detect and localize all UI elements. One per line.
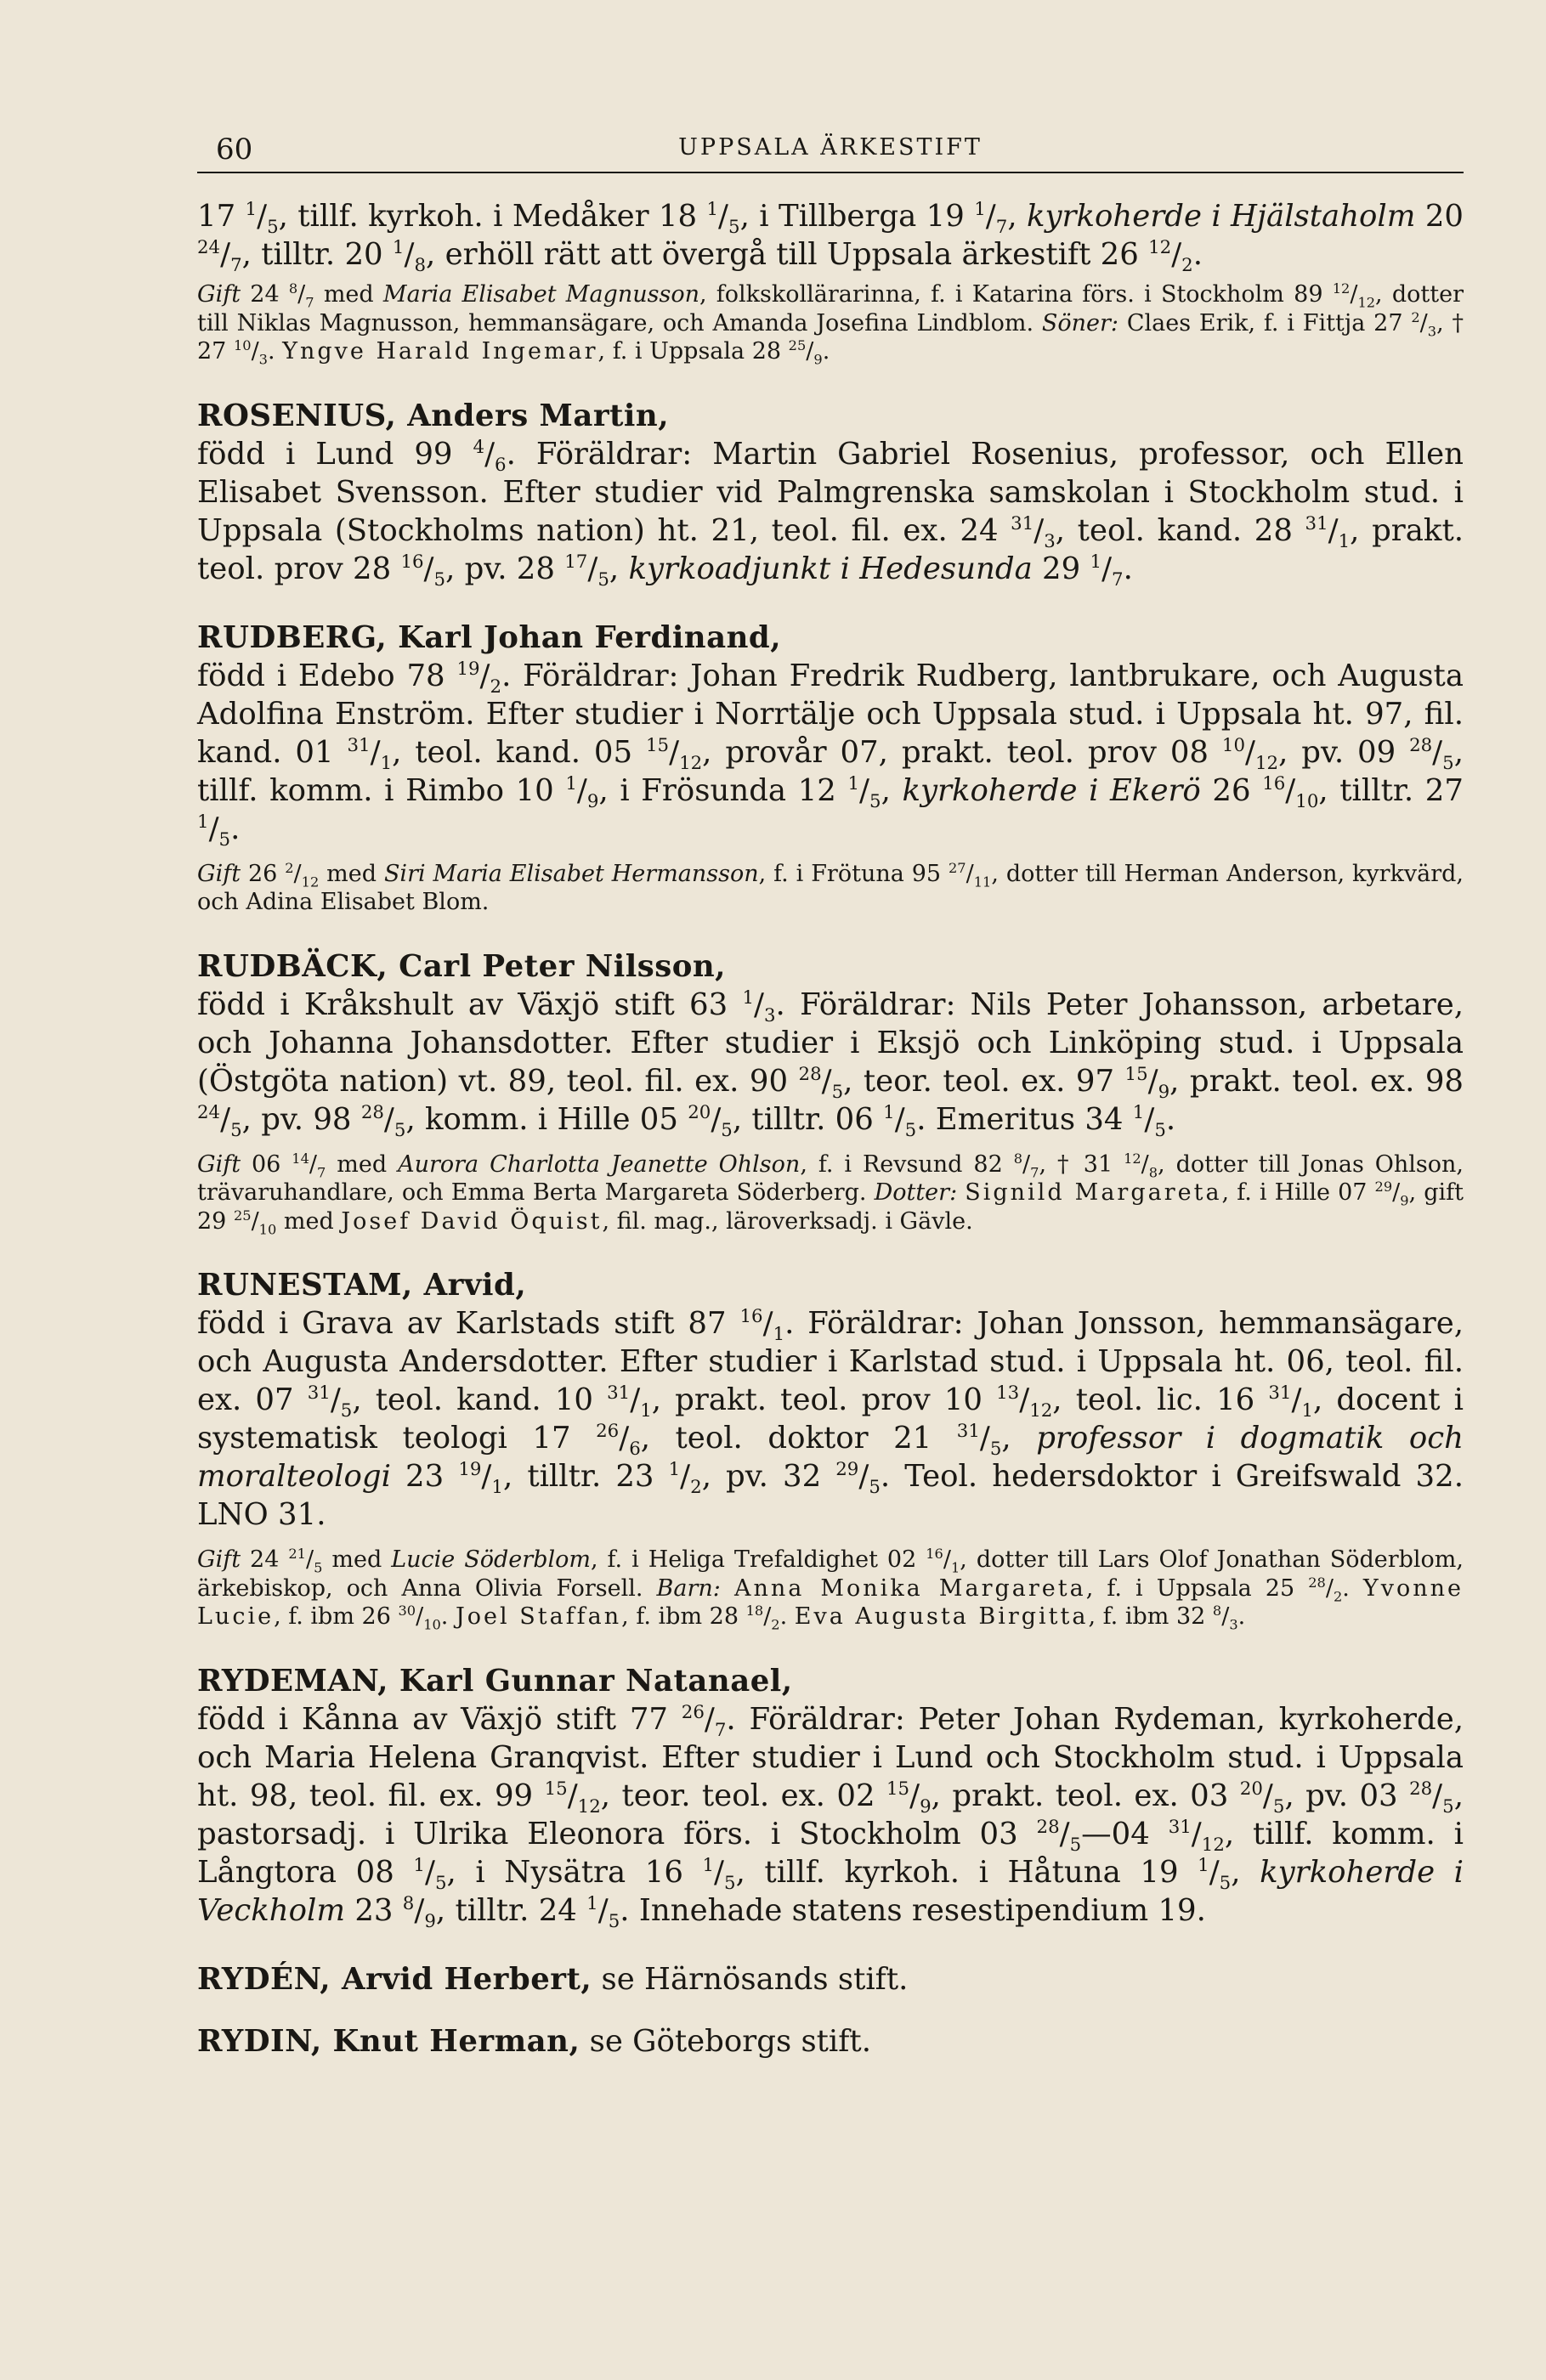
page-header bbox=[197, 127, 1464, 173]
entry-body: född i Grava av Karlstads stift 87 $^{16}/_1$. Föräldrar: Johan Jonsson, hemmansägare, och Augusta Andersdotter. Efter studier i Karlstad stud. i Uppsala ht. 06, teol. fil. ex. 07 $^{31}/_5$, teol. kand. 10 $^{31}/_1$, prakt. teol. prov 10 $^{13}/_{12}$, teol. lic. 16 $^{31}/_1$, docent i systematisk teologi 17 $^{26}/_6$, teol. doktor 21 $^{31}/_5$, professor i dogmatik och moralteologi 23 $^{19}/_1$, tilltr. 23 $^1/_2$, pv. 32 $^{29}/_5$. Teol. hedersdoktor i Greifswald 32. LNO 31. bbox=[197, 1306, 1464, 1532]
entry-ryden bbox=[197, 1960, 1464, 1998]
page-content bbox=[197, 197, 1464, 2061]
entry-name: RUNESTAM, Arvid, bbox=[197, 1268, 527, 1303]
page-number: 60 bbox=[216, 133, 253, 167]
entry-body: född i Kånna av Växjö stift 77 $^{26}/_7$. Föräldrar: Peter Johan Rydeman, kyrkoherde, och Maria Helena Granqvist. Efter studier i Lund och Stockholm stud. i Uppsala ht. 98, teol. fil. ex. 99 $^{15}/_{12}$, teor. teol. ex. 02 $^{15}/_9$, prakt. teol. ex. 03 $^{20}/_5$, pv. 03 $^{28}/_5$, pastorsadj. i Ulrika Eleonora förs. i Stockholm 03 $^{28}/_5—04$ $^{31}/_{12}$, tillf. komm. i Långtora 08 $^1/_5$, i Nysätra 16 $^1/_5$, tillf. kyrkoh. i Håtuna 19 $^1/_5$, kyrkoherde i Veckholm 23 $^8/_9$, tilltr. 24 $^1/_5$. Innehade statens resestipendium 19. bbox=[197, 1701, 1464, 1932]
entry-rydeman bbox=[197, 1662, 1464, 1930]
entry-name: RUDBERG, Karl Johan Ferdinand, bbox=[197, 619, 782, 655]
entry-name: RYDIN, Knut Herman, bbox=[197, 2023, 580, 2059]
entry-rydin bbox=[197, 2022, 1464, 2061]
running-title: UPPSALA ÄRKESTIFT bbox=[678, 134, 983, 161]
entry-crossref: se Härnösands stift. bbox=[601, 1961, 909, 1997]
entry-name: RYDÉN, Arvid Herbert, bbox=[197, 1961, 592, 1997]
entry-rudback bbox=[197, 947, 1464, 1236]
entry-runestam bbox=[197, 1266, 1464, 1631]
entry-body: 17 $^1/_5$, tillf. kyrkoh. i Medåker 18 $^1/_5$, i Tillberga 19 $^1/_7$, kyrkoherde i Hjälstaholm 20 $^{24}/_7$, tilltr. 20 $^1/_8$, erhöll rätt att övergå till Uppsala ärkestift 26 $^{12}/_2$. bbox=[197, 199, 1464, 277]
entry-family-note: Gift 24 $^{21}/_5$ med Lucie Söderblom, f. i Heliga Trefaldighet 02 $^{16}/_1$, dotter till Lars Olof Jonathan Söderblom, ärkebiskop, och Anna Olivia Forsell. Barn: Anna Monika Margareta, f. i Uppsala 25 $^{28}/_2$. Yvonne Lucie, f. ibm 26 $^{30}/_{10}$. Joel Staffan, f. ibm 28 $^{18}/_2$. Eva Augusta Birgitta, f. ibm 32 $^8/_3$. bbox=[197, 1546, 1464, 1633]
entry-body: född i Kråkshult av Växjö stift 63 $^1/_3$. Föräldrar: Nils Peter Johansson, arbetare, och Johanna Johansdotter. Efter studier i Eksjö och Linköping stud. i Uppsala (Östgöta nation) vt. 89, teol. fil. ex. 90 $^{28}/_5$, teor. teol. ex. 97 $^{15}/_9$, prakt. teol. ex. 98 $^{24}/_5$, pv. 98 $^{28}/_5$, komm. i Hille 05 $^{20}/_5$, tilltr. 06 $^1/_5$. Emeritus 34 $^1/_5$. bbox=[197, 986, 1464, 1141]
entry-rosenius bbox=[197, 397, 1464, 591]
entry-body: född i Edebo 78 $^{19}/_2$. Föräldrar: Johan Fredrik Rudberg, lantbrukare, och Augusta Adolfina Enström. Efter studier i Norrtälje och Uppsala stud. i Uppsala ht. 97, fil. kand. 01 $^{31}/_1$, teol. kand. 05 $^{15}/_{12}$, provår 07, prakt. teol. prov 08 $^{10}/_{12}$, pv. 09 $^{28}/_5$, tillf. komm. i Rimbo 10 $^1/_9$, i Frösunda 12 $^1/_5$, kyrkoherde i Ekerö 26 $^{16}/_{10}$, tilltr. 27 $^1/_5$. bbox=[197, 658, 1464, 851]
entry-body: född i Lund 99 $^4/_6$. Föräldrar: Martin Gabriel Rosenius, professor, och Ellen Elisabet Svensson. Efter studier vid Palmgrenska samskolan i Stockholm stud. i Uppsala (Stockholms nation) ht. 21, teol. fil. ex. 24 $^{31}/_3$, teol. kand. 28 $^{31}/_1$, prakt. teol. prov 28 $^{16}/_5$, pv. 28 $^{17}/_5$, kyrkoadjunkt i Hedesunda 29 $^1/_7$. bbox=[197, 436, 1464, 591]
entry-continuation bbox=[197, 197, 1464, 366]
entry-rudberg bbox=[197, 619, 1464, 917]
entry-crossref: se Göteborgs stift. bbox=[589, 2023, 871, 2059]
entry-family-note: Gift 24 $^8/_7$ med Maria Elisabet Magnusson, folkskollärarinna, f. i Katarina förs. i Stockholm 89 $^{12}/_{12}$, dotter till Niklas Magnusson, hemmansägare, och Amanda Josefina Lindblom. Söner: Claes Erik, f. i Fittja 27 $^2/_3$, † 27 $^{10}/_3$. Yngve Harald Ingemar, f. i Uppsala 28 $^{25}/_9$. bbox=[197, 280, 1464, 368]
entry-name: RYDEMAN, Karl Gunnar Natanael, bbox=[197, 1663, 793, 1699]
entry-name: ROSENIUS, Anders Martin, bbox=[197, 398, 670, 433]
entry-family-note: Gift 26 $^2/_{12}$ med Siri Maria Elisabet Hermansson, f. i Frötuna 95 $^{27}/_{11}$, dotter till Herman Anderson, kyrkvärd, och Adina Elisabet Blom. bbox=[197, 859, 1464, 915]
entry-family-note: Gift 06 $^{14}/_7$ med Aurora Charlotta Jeanette Ohlson, f. i Revsund 82 $^8/_7$, † 31 $^{12}/_8$, dotter till Jonas Ohlson, trävaruhandlare, och Emma Berta Margareta Söderberg. Dotter: Signild Margareta, f. i Hille 07 $^{29}/_9$, gift 29 $^{25}/_{10}$ med Josef David Öquist, fil. mag., läroverksadj. i Gävle. bbox=[197, 1150, 1464, 1237]
entry-name: RUDBÄCK, Carl Peter Nilsson, bbox=[197, 948, 727, 984]
